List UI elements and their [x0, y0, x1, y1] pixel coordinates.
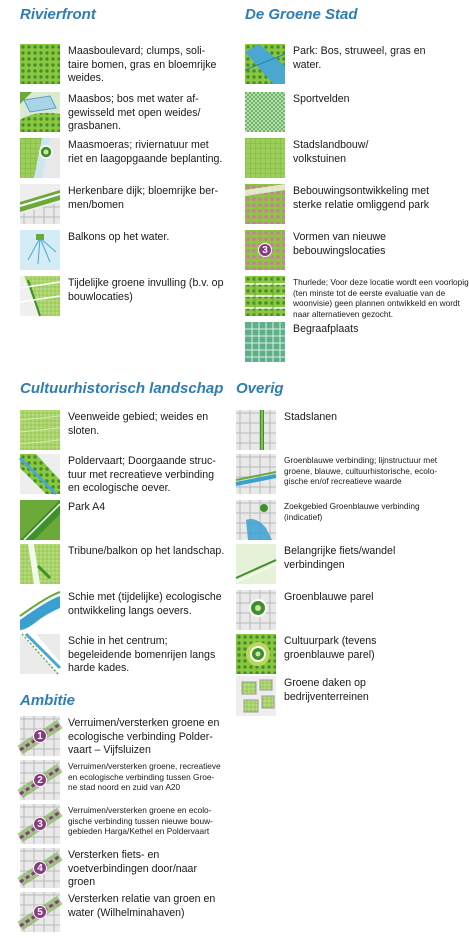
legend-label-line: weides.	[68, 72, 104, 85]
legend-label	[284, 591, 444, 605]
legend-label-line: Verruimen/versterken groene, recreatieve	[68, 761, 221, 771]
legend-label	[284, 545, 444, 572]
legend-item-overig	[236, 590, 441, 632]
legend-label-line: tuur met recreatieve verbinding	[68, 468, 215, 481]
legend-label	[284, 455, 444, 487]
legend-label-line: Maasmoeras; riviernatuur met	[68, 139, 209, 151]
schie-ecology-tile-icon	[20, 590, 60, 630]
legend-item-cultuurhistorisch	[20, 500, 225, 542]
legend-label	[68, 761, 233, 793]
legend-item-overig	[236, 544, 441, 586]
legend-label-line: Stadslanen	[284, 411, 338, 423]
green-blue-connection-tile-icon	[236, 454, 276, 494]
legend-label-line: Verruimen/versterken groene en	[68, 717, 220, 729]
legend-item-rivierfront	[20, 92, 225, 134]
park-tile-icon	[245, 44, 285, 84]
legend-label	[293, 93, 453, 107]
legend-label-line: Stadslandbouw/	[293, 139, 369, 151]
legend-label-line: taire bomen, gras en bloemrijke	[68, 58, 217, 71]
dotted-green-square-icon	[20, 44, 60, 84]
legend-label-line: Groenblauwe parel	[284, 591, 374, 603]
legend-label-line: voetverbindingen door/naar	[68, 862, 197, 875]
heading-cultuurhistorisch-landschap: Cultuurhistorisch landschap	[20, 380, 224, 397]
legend-label	[68, 635, 228, 676]
legend-item-cultuurhistorisch	[20, 590, 225, 632]
legend-label	[68, 455, 228, 496]
legend-label-line: begeleidende bomenrijen langs	[68, 648, 216, 661]
marsh-tile-icon	[20, 138, 60, 178]
legend-label	[284, 677, 444, 704]
legend-label	[68, 849, 233, 890]
legend-label-line: en ecologische verbinding tussen Groe-	[68, 771, 215, 782]
legend-label-line: Poldervaart; Doorgaande struc-	[68, 455, 216, 467]
legend-item-rivierfront	[20, 184, 225, 226]
legend-label	[68, 805, 233, 837]
legend-label-line: Groene daken op	[284, 677, 366, 689]
legend-label-line: en ecologische oever.	[68, 482, 171, 495]
legend-label-line: (ten minste tot de eerste evaluatie van de	[293, 287, 446, 298]
legend-item-overig	[236, 634, 441, 676]
legend-label-line: Maasbos; bos met water af-	[68, 93, 199, 105]
legend-label	[68, 411, 228, 438]
legend-label	[68, 231, 228, 245]
green-roofs-tile-icon	[236, 676, 276, 716]
legend-label-line: Verruimen/versterken groene en ecolo-	[68, 805, 212, 815]
legend-label	[68, 277, 228, 304]
legend-label-line: sterke relatie omliggend park	[293, 198, 430, 211]
legend-item-ambitie	[20, 892, 225, 934]
heading-ambitie: Ambitie	[20, 692, 76, 709]
legend-label	[293, 231, 453, 258]
legend-item-groene-stad	[245, 322, 450, 364]
legend-label-line: Maasboulevard; clumps, soli-	[68, 45, 206, 57]
ambition-2-tile-icon	[20, 760, 60, 800]
number-badge: 3	[33, 817, 47, 831]
legend-label-line: Tijdelijke groene invulling (b.v. op	[68, 277, 224, 289]
legend-item-rivierfront	[20, 276, 225, 318]
dike-tile-icon	[20, 184, 60, 224]
legend-label-line: bedrijventerreinen	[284, 690, 369, 703]
legend-item-groene-stad	[245, 230, 450, 272]
legend-label-line: water (Wilhelminahaven)	[68, 906, 185, 919]
legend-item-overig	[236, 410, 441, 452]
legend-item-groene-stad	[245, 276, 469, 319]
legend-label-line: Versterken relatie van groen en	[68, 893, 216, 905]
park-a4-tile-icon	[20, 500, 60, 540]
legend-label	[68, 501, 228, 515]
legend-label-line: riet en laagopgaande beplanting.	[68, 152, 223, 165]
legend-item-overig	[236, 500, 441, 542]
legend-label	[284, 501, 444, 522]
legend-item-ambitie	[20, 760, 225, 802]
forest-water-tile-icon	[20, 92, 60, 132]
legend-label-line: verbindingen	[284, 558, 345, 571]
legend-label	[68, 185, 228, 212]
legend-label-line: Groenblauwe verbinding; lijnstructuur met	[284, 455, 438, 465]
legend-label-line: Balkons op het water.	[68, 231, 170, 243]
legend-label-line: naar alternatieven gezocht.	[293, 308, 394, 319]
search-area-tile-icon	[236, 500, 276, 540]
development-tile-icon	[245, 184, 285, 224]
legend-item-ambitie	[20, 848, 225, 890]
legend-item-cultuurhistorisch	[20, 544, 225, 586]
legend-item-overig	[236, 454, 441, 496]
legend-label-line: Belangrijke fiets/wandel	[284, 545, 396, 557]
thurlede-tile-icon	[245, 276, 285, 316]
legend-label-line: men/bomen	[68, 198, 124, 211]
legend-label-line: Thurlede; Voor deze locatie wordt een voorlopig	[293, 277, 469, 287]
legend-item-groene-stad	[245, 184, 450, 226]
legend-item-cultuurhistorisch	[20, 454, 225, 496]
green-blue-pearl-tile-icon	[236, 590, 276, 630]
legend-label-line: gische verbinding tussen nieuwe bouw-	[68, 815, 213, 826]
legend-label	[293, 45, 453, 72]
ambition-5-tile-icon	[20, 892, 60, 932]
ambition-4-tile-icon	[20, 848, 60, 888]
sports-fields-tile-icon	[245, 92, 285, 132]
legend-label	[68, 45, 228, 86]
legend-label	[68, 93, 228, 134]
legend-label-line: Versterken fiets- en	[68, 849, 160, 861]
legend-label	[68, 893, 233, 920]
culture-park-tile-icon	[236, 634, 276, 674]
legend-item-groene-stad	[245, 44, 450, 86]
number-badge: 1	[33, 729, 47, 743]
legend-label	[293, 185, 453, 212]
legend-label-line: Tribune/balkon op het landschap.	[68, 545, 225, 557]
legend-label-line: volkstuinen	[293, 152, 346, 165]
number-badge: 3	[258, 243, 272, 257]
legend-label-line: ecologische verbinding Polder-	[68, 730, 213, 743]
legend-label-line: Schie met (tijdelijke) ecologische	[68, 591, 222, 603]
legend-label-line: gebieden Harga/Kethel en Poldervaart	[68, 826, 210, 837]
legend-label-line: Zoekgebied Groenblauwe verbinding	[284, 501, 420, 511]
legend-item-groene-stad	[245, 138, 450, 180]
legend-item-cultuurhistorisch	[20, 410, 225, 452]
legend-label-line: Schie in het centrum;	[68, 635, 168, 647]
balcony-tile-icon	[20, 230, 60, 270]
legend-item-overig	[236, 676, 441, 718]
legend-label-line: Park: Bos, struweel, gras en	[293, 45, 426, 57]
ambition-3-tile-icon	[20, 804, 60, 844]
legend-label-line: ontwikkeling langs oevers.	[68, 604, 192, 617]
legend-label-line: (indicatief)	[284, 511, 323, 522]
temporary-green-tile-icon	[20, 276, 60, 316]
legend-label	[68, 591, 228, 618]
legend-label-line: bebouwingslocaties	[293, 244, 386, 257]
legend-label-line: Sportvelden	[293, 93, 350, 105]
legend-label	[68, 717, 233, 758]
ambition-1-tile-icon	[20, 716, 60, 756]
legend-label-line: harde kades.	[68, 662, 130, 675]
legend-item-rivierfront	[20, 230, 225, 272]
legend-label-line: Vormen van nieuwe	[293, 231, 387, 243]
legend-label-line: bouwlocaties)	[68, 290, 133, 303]
allotment-tile-icon	[245, 138, 285, 178]
heading-overig: Overig	[236, 380, 284, 397]
number-badge: 4	[33, 861, 47, 875]
legend-item-ambitie	[20, 716, 225, 758]
legend-label-line: Cultuurpark (tevens	[284, 635, 377, 647]
legend-label-line: grasbanen.	[68, 120, 122, 133]
legend-label-line: groene, blauwe, cultuurhistorische, ecolo-	[284, 465, 438, 476]
legend-label-line: Park A4	[68, 501, 106, 513]
legend-label-line: ne stad noord en zuid van A20	[68, 782, 181, 793]
legend-label	[284, 411, 444, 425]
legend-item-cultuurhistorisch	[20, 634, 225, 676]
heading-groene-stad: De Groene Stad	[245, 6, 358, 23]
legend-label	[68, 139, 228, 166]
legend-label-line: groen	[68, 876, 96, 889]
legend-item-ambitie	[20, 804, 225, 846]
legend-label-line: Herkenbare dijk; bloemrijke ber-	[68, 185, 219, 197]
legend-item-rivierfront	[20, 138, 225, 180]
legend-item-rivierfront	[20, 44, 225, 86]
tribune-tile-icon	[20, 544, 60, 584]
legend-label-line: gische en/of recreatieve waarde	[284, 476, 402, 487]
legend-item-groene-stad	[245, 92, 450, 134]
schie-centre-tile-icon	[20, 634, 60, 674]
bike-walk-route-tile-icon	[236, 544, 276, 584]
legend-label-line: Bebouwingsontwikkeling met	[293, 185, 430, 197]
legend-label-line: sloten.	[68, 424, 100, 437]
legend-label-line: gewisseld met open weides/	[68, 106, 201, 119]
legend-label-line: Begraafplaats	[293, 323, 359, 335]
legend-label	[293, 277, 469, 319]
cemetery-tile-icon	[245, 322, 285, 362]
legend-label	[293, 139, 453, 166]
number-badge: 2	[33, 773, 47, 787]
legend-label	[68, 545, 228, 559]
legend-label-line: woonvisie) geen plannen ontwikkeld en wordt	[293, 298, 460, 309]
legend-label	[284, 635, 444, 662]
legend-label	[293, 323, 453, 337]
legend-label-line: vaart – Vijfsluizen	[68, 744, 151, 757]
heading-rivierfront: Rivierfront	[20, 6, 96, 23]
new-building-location-icon	[245, 230, 285, 270]
legend-label-line: Veenweide gebied; weides en	[68, 411, 209, 423]
polder-canal-tile-icon	[20, 454, 60, 494]
city-avenues-tile-icon	[236, 410, 276, 450]
number-badge: 5	[33, 905, 47, 919]
peat-meadow-tile-icon	[20, 410, 60, 450]
legend-label-line: groenblauwe parel)	[284, 648, 375, 661]
legend-label-line: water.	[293, 58, 322, 71]
